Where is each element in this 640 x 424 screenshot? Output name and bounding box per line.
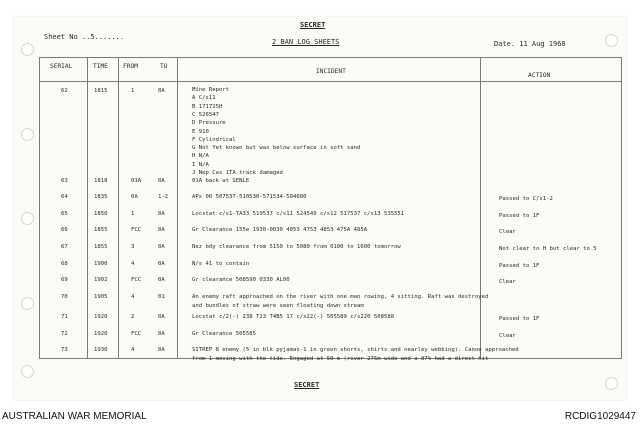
serial-cell: 63 bbox=[61, 178, 68, 184]
log-sheet bbox=[14, 17, 626, 400]
incident-line: B 171725H bbox=[192, 103, 223, 110]
sheet-number: Sheet No ..5....... bbox=[44, 33, 125, 41]
from-cell: 4 bbox=[131, 347, 135, 353]
serial-cell: 70 bbox=[61, 294, 68, 300]
incident-line: An enemy raft approached on the river with one man rowing, 4 sitting. Raft was destroyed bbox=[192, 294, 489, 300]
from-cell: 4 bbox=[131, 261, 135, 267]
action-cell: Clear bbox=[499, 333, 516, 339]
serial-cell: 64 bbox=[61, 194, 68, 200]
to-cell: 0A bbox=[158, 88, 165, 94]
incident-line: Locstat c/s1-TA33 519537 c/s11 524549 c/s12 517537 c/s13 535551 bbox=[192, 211, 405, 217]
incident-line: from 1 moving with the tide. Engaged at 50 m (river 275m wide and a 87% had a direct hit bbox=[192, 355, 489, 362]
from-cell: 1 bbox=[131, 88, 135, 94]
punch-hole bbox=[605, 34, 618, 47]
serial-cell: 73 bbox=[61, 347, 68, 353]
time-cell: 1920 bbox=[94, 331, 108, 337]
serial-cell: 72 bbox=[61, 331, 68, 337]
action-cell: Passed to C/s1-2 bbox=[499, 196, 553, 202]
col-rule bbox=[621, 57, 622, 358]
time-cell: 1902 bbox=[94, 277, 108, 283]
incident-line: SITREP 8 enemy (5 in blk pyjamas-1 in green shorts, shirts and nearley webbing). Canoe approached bbox=[192, 347, 519, 353]
punch-hole bbox=[21, 212, 34, 225]
incident-line: Locstat c/2(-) 238 T23 T4B5 17 c/s22(-) 505589 c/s220 508588 bbox=[192, 314, 395, 320]
time-cell: 1815 bbox=[94, 88, 108, 94]
from-cell: FCC bbox=[131, 331, 142, 337]
from-cell: 0A bbox=[131, 194, 138, 200]
punch-hole bbox=[21, 43, 34, 56]
incident-line: F Cylindrical bbox=[192, 136, 236, 143]
time-cell: 1930 bbox=[94, 347, 108, 353]
incident-line: D Pressure bbox=[192, 120, 226, 127]
action-cell: Not clear to H but clear to 5 bbox=[499, 246, 597, 252]
time-cell: 1835 bbox=[94, 194, 108, 200]
from-cell: 3 bbox=[131, 244, 135, 250]
incident-line: J Nep Cas 1TA track damaged bbox=[192, 170, 283, 176]
incident-line: A C/s11 bbox=[192, 95, 216, 102]
punch-hole bbox=[605, 377, 618, 390]
classification-bottom: SECRET bbox=[294, 381, 320, 389]
action-cell: Clear bbox=[499, 229, 516, 235]
col-rule bbox=[177, 57, 178, 358]
classification-top: SECRET bbox=[300, 21, 326, 29]
incident-line: C 526547 bbox=[192, 111, 219, 118]
record-id: RCDIG1029447 bbox=[564, 411, 636, 422]
to-cell: 0A bbox=[158, 277, 165, 283]
to-cell: 0A bbox=[158, 314, 165, 320]
col-rule bbox=[87, 57, 88, 358]
serial-cell: 71 bbox=[61, 314, 68, 320]
from-cell: 1 bbox=[131, 211, 135, 217]
incident-line: G Not Yet known but was below surface in soft sand bbox=[192, 145, 361, 152]
punch-hole bbox=[21, 297, 34, 310]
incident-line: and bundles of straw were seen floating down stream bbox=[192, 302, 364, 309]
punch-hole bbox=[21, 128, 34, 141]
document-title: 2 BAN LOG SHEETS bbox=[272, 38, 340, 46]
col-rule bbox=[39, 57, 40, 358]
to-cell: 0A bbox=[158, 211, 165, 217]
serial-cell: 69 bbox=[61, 277, 68, 283]
col-header-from: FROM bbox=[123, 63, 138, 70]
action-cell: Passed to 1F bbox=[499, 263, 540, 269]
col-header-action: ACTION bbox=[528, 72, 551, 79]
to-cell: 0A bbox=[158, 227, 165, 233]
to-cell: 0A bbox=[158, 331, 165, 337]
incident-line: APs 00 507537-510530-571534-504600 bbox=[192, 194, 307, 200]
incident-line: Mine Report bbox=[192, 87, 230, 93]
incident-line: Gr clearance 508590 0330 AL00 bbox=[192, 277, 290, 283]
punch-hole bbox=[21, 365, 34, 378]
serial-cell: 65 bbox=[61, 211, 68, 217]
serial-cell: 62 bbox=[61, 88, 68, 94]
col-header-serial: SERIAL bbox=[50, 63, 73, 70]
incident-line: I N/A bbox=[192, 161, 209, 168]
incident-line: E 910 bbox=[192, 128, 209, 135]
to-cell: 0A bbox=[158, 347, 165, 353]
serial-cell: 68 bbox=[61, 261, 68, 267]
to-cell: 0A bbox=[158, 178, 165, 184]
to-cell: 0A bbox=[158, 261, 165, 267]
time-cell: 1920 bbox=[94, 314, 108, 320]
action-cell: Passed to 1F bbox=[499, 213, 540, 219]
time-cell: 1855 bbox=[94, 244, 108, 250]
date-label: Date. 11 Aug 1968 bbox=[494, 40, 566, 48]
incident-line: Gr Clearance 155e 1930-0030 4053 4753 4853 475A 485A bbox=[192, 227, 368, 233]
incident-line: N/s 41 to contain bbox=[192, 261, 250, 267]
incident-line: 01A back at SENLE bbox=[192, 178, 250, 184]
col-rule bbox=[480, 57, 481, 358]
incident-line: H N/A bbox=[192, 153, 209, 160]
header-rule bbox=[39, 81, 622, 82]
from-cell: FCC bbox=[131, 277, 142, 283]
table-top-rule bbox=[39, 57, 622, 58]
col-header-to: TO bbox=[160, 63, 168, 70]
to-cell: 1-2 bbox=[158, 194, 169, 200]
time-cell: 1855 bbox=[94, 227, 108, 233]
time-cell: 1900 bbox=[94, 261, 108, 267]
archive-name: AUSTRALIAN WAR MEMORIAL bbox=[2, 411, 147, 422]
serial-cell: 66 bbox=[61, 227, 68, 233]
from-cell: FCC bbox=[131, 227, 142, 233]
to-cell: 0A bbox=[158, 244, 165, 250]
archive-footer bbox=[0, 410, 640, 424]
incident-line: Gr Clearance 505585 bbox=[192, 331, 256, 337]
action-cell: Passed to 1F bbox=[499, 316, 540, 322]
from-cell: 01A bbox=[131, 178, 142, 184]
serial-cell: 67 bbox=[61, 244, 68, 250]
time-cell: 1818 bbox=[94, 178, 108, 184]
col-header-incident: INCIDENT bbox=[316, 68, 346, 75]
col-rule bbox=[118, 57, 119, 358]
to-cell: 01 bbox=[158, 294, 165, 300]
time-cell: 1905 bbox=[94, 294, 108, 300]
incident-line: Nez bdy clearance from 5150 to 5080 from 0100 to 1600 tomorrow bbox=[192, 244, 401, 250]
time-cell: 1850 bbox=[94, 211, 108, 217]
from-cell: 2 bbox=[131, 314, 135, 320]
col-header-time: TIME bbox=[93, 63, 108, 70]
action-cell: Clear bbox=[499, 279, 516, 285]
from-cell: 4 bbox=[131, 294, 135, 300]
